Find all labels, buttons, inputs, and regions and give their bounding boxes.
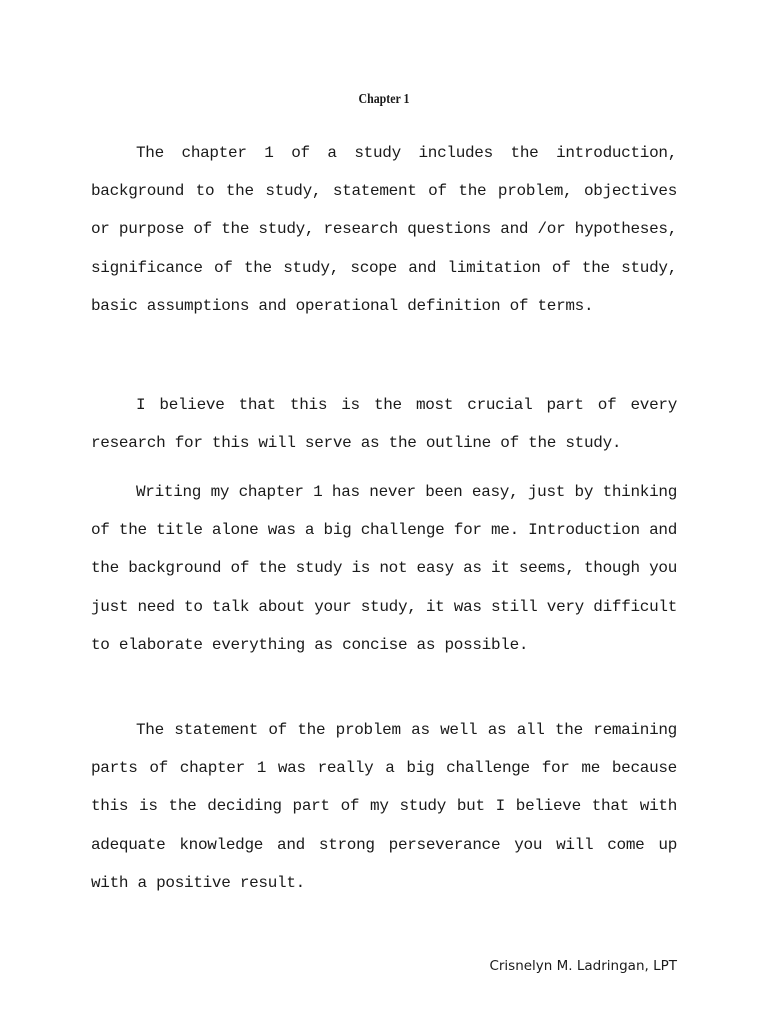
- paragraph-3: Writing my chapter 1 has never been easy, just by thinking of the title alone was a big challenge for me. Introduction and the background of the study is not easy as it seems, though you just need to talk about your study, it was still very difficult to elaborate everything as concise as possible.: [91, 483, 677, 654]
- paragraph-4: The statement of the problem as well as all the remaining parts of chapter 1 was really a big challenge for me because this is the deciding part of my study but I believe that with adequate knowledge and strong perseverance you will come up with a positive result.: [91, 721, 677, 892]
- paragraph-1: The chapter 1 of a study includes the introduction, background to the study, statement of the problem, objectives or purpose of the study, research questions and /or hypotheses, significance of the study, scope and limitation of the study, basic assumptions and operational definition of terms.: [91, 144, 677, 315]
- author-signature: Crisnelyn M. Ladringan, LPT: [489, 958, 677, 974]
- page-title: Chapter 1: [358, 92, 410, 107]
- paragraph-2: I believe that this is the most crucial part of every research for this will serve as the outline of the study.: [91, 396, 677, 453]
